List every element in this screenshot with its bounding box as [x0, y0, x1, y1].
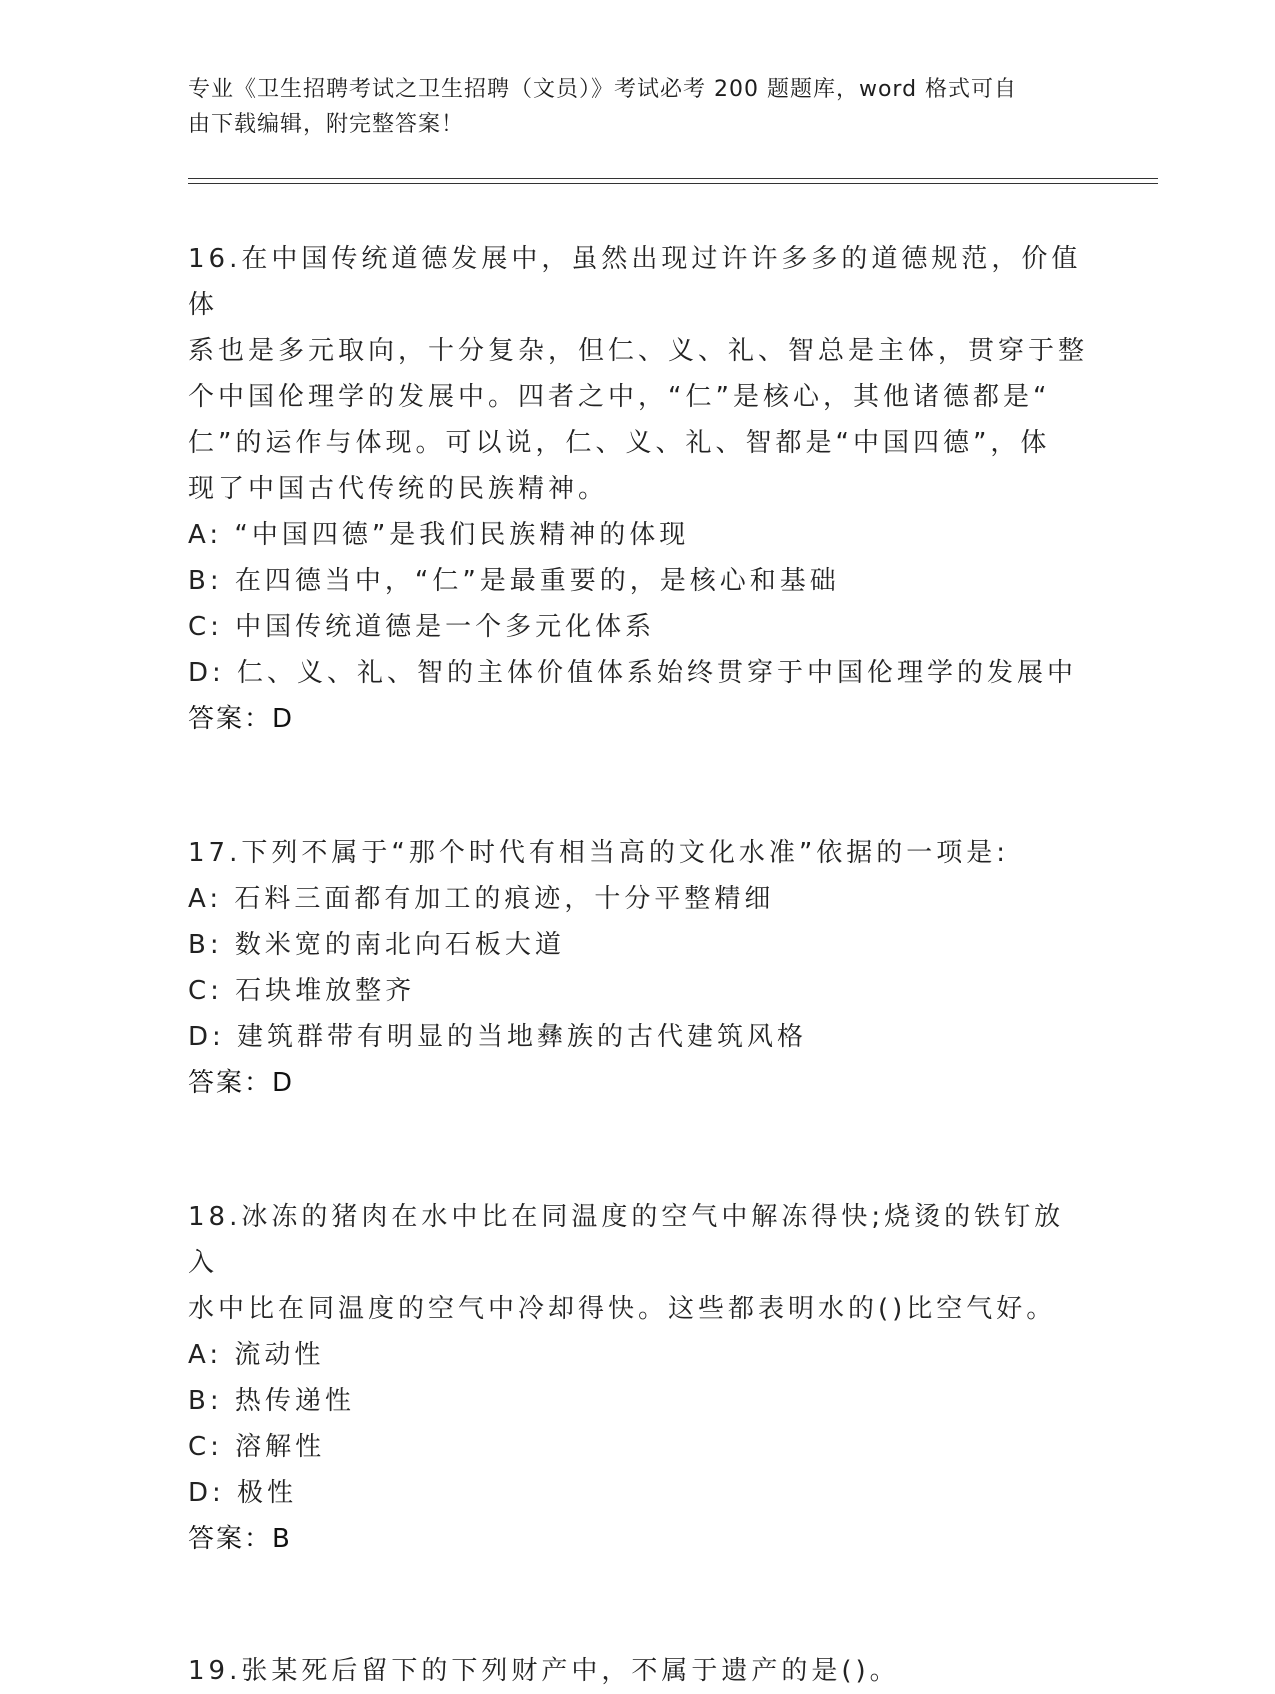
question-19 — [188, 1648, 1088, 1694]
question-stem-line: 17.下列不属于“那个时代有相当高的文化水准”依据的一项是: — [188, 838, 1010, 868]
header-divider-bottom — [188, 183, 1158, 184]
option-b: B: 数米宽的南北向石板大道 — [188, 930, 565, 960]
question-stem-line: 18.冰冻的猪肉在水中比在同温度的空气中解冻得快;烧烫的铁钉放入 — [188, 1202, 1065, 1278]
question-stem-line: 19.张某死后留下的下列财产中，不属于遗产的是()。 — [188, 1656, 900, 1686]
answer-line: 答案：B — [188, 1524, 292, 1554]
option-c: C: 石块堆放整齐 — [188, 976, 416, 1006]
question-spacer — [188, 742, 1088, 830]
question-17 — [188, 830, 1088, 1106]
option-a: A: “中国四德”是我们民族精神的体现 — [188, 520, 690, 550]
option-b: B: 在四德当中，“仁”是最重要的，是核心和基础 — [188, 566, 840, 596]
option-c: C: 中国传统道德是一个多元化体系 — [188, 612, 656, 642]
question-stem-line: 水中比在同温度的空气中冷却得快。这些都表明水的()比空气好。 — [188, 1294, 1057, 1324]
header-line-2: 由下载编辑，附完整答案！ — [188, 112, 465, 137]
question-stem-line: 仁”的运作与体现。可以说，仁、义、礼、智都是“中国四德”，体 — [188, 428, 1051, 458]
question-stem-line: 系也是多元取向，十分复杂，但仁、义、礼、智总是主体，贯穿于整 — [188, 336, 1089, 366]
document-header — [188, 72, 1088, 142]
option-a: A: 流动性 — [188, 1340, 325, 1370]
option-c: C: 溶解性 — [188, 1432, 326, 1462]
option-b: B: 热传递性 — [188, 1386, 355, 1416]
question-18 — [188, 1194, 1088, 1562]
answer-line: 答案：D — [188, 704, 295, 734]
question-stem-line: 16.在中国传统道德发展中，虽然出现过许许多多的道德规范，价值体 — [188, 244, 1082, 320]
option-a: A: 石料三面都有加工的痕迹，十分平整精细 — [188, 884, 775, 914]
option-d: D: 仁、义、礼、智的主体价值体系始终贯穿于中国伦理学的发展中 — [188, 658, 1078, 688]
question-stem-line: 个中国伦理学的发展中。四者之中，“仁”是核心，其他诸德都是“ — [188, 382, 1051, 412]
question-spacer — [188, 1562, 1088, 1648]
header-line-1: 专业《卫生招聘考试之卫生招聘（文员）》考试必考 200 题题库，word 格式可自 — [188, 77, 1018, 102]
option-d: D: 极性 — [188, 1478, 298, 1508]
option-d: D: 建筑群带有明显的当地彝族的古代建筑风格 — [188, 1022, 808, 1052]
question-16 — [188, 236, 1088, 742]
question-list — [188, 236, 1088, 1694]
header-divider-top — [188, 178, 1158, 179]
answer-line: 答案：D — [188, 1068, 295, 1098]
question-spacer — [188, 1106, 1088, 1194]
question-stem-line: 现了中国古代传统的民族精神。 — [188, 474, 609, 504]
